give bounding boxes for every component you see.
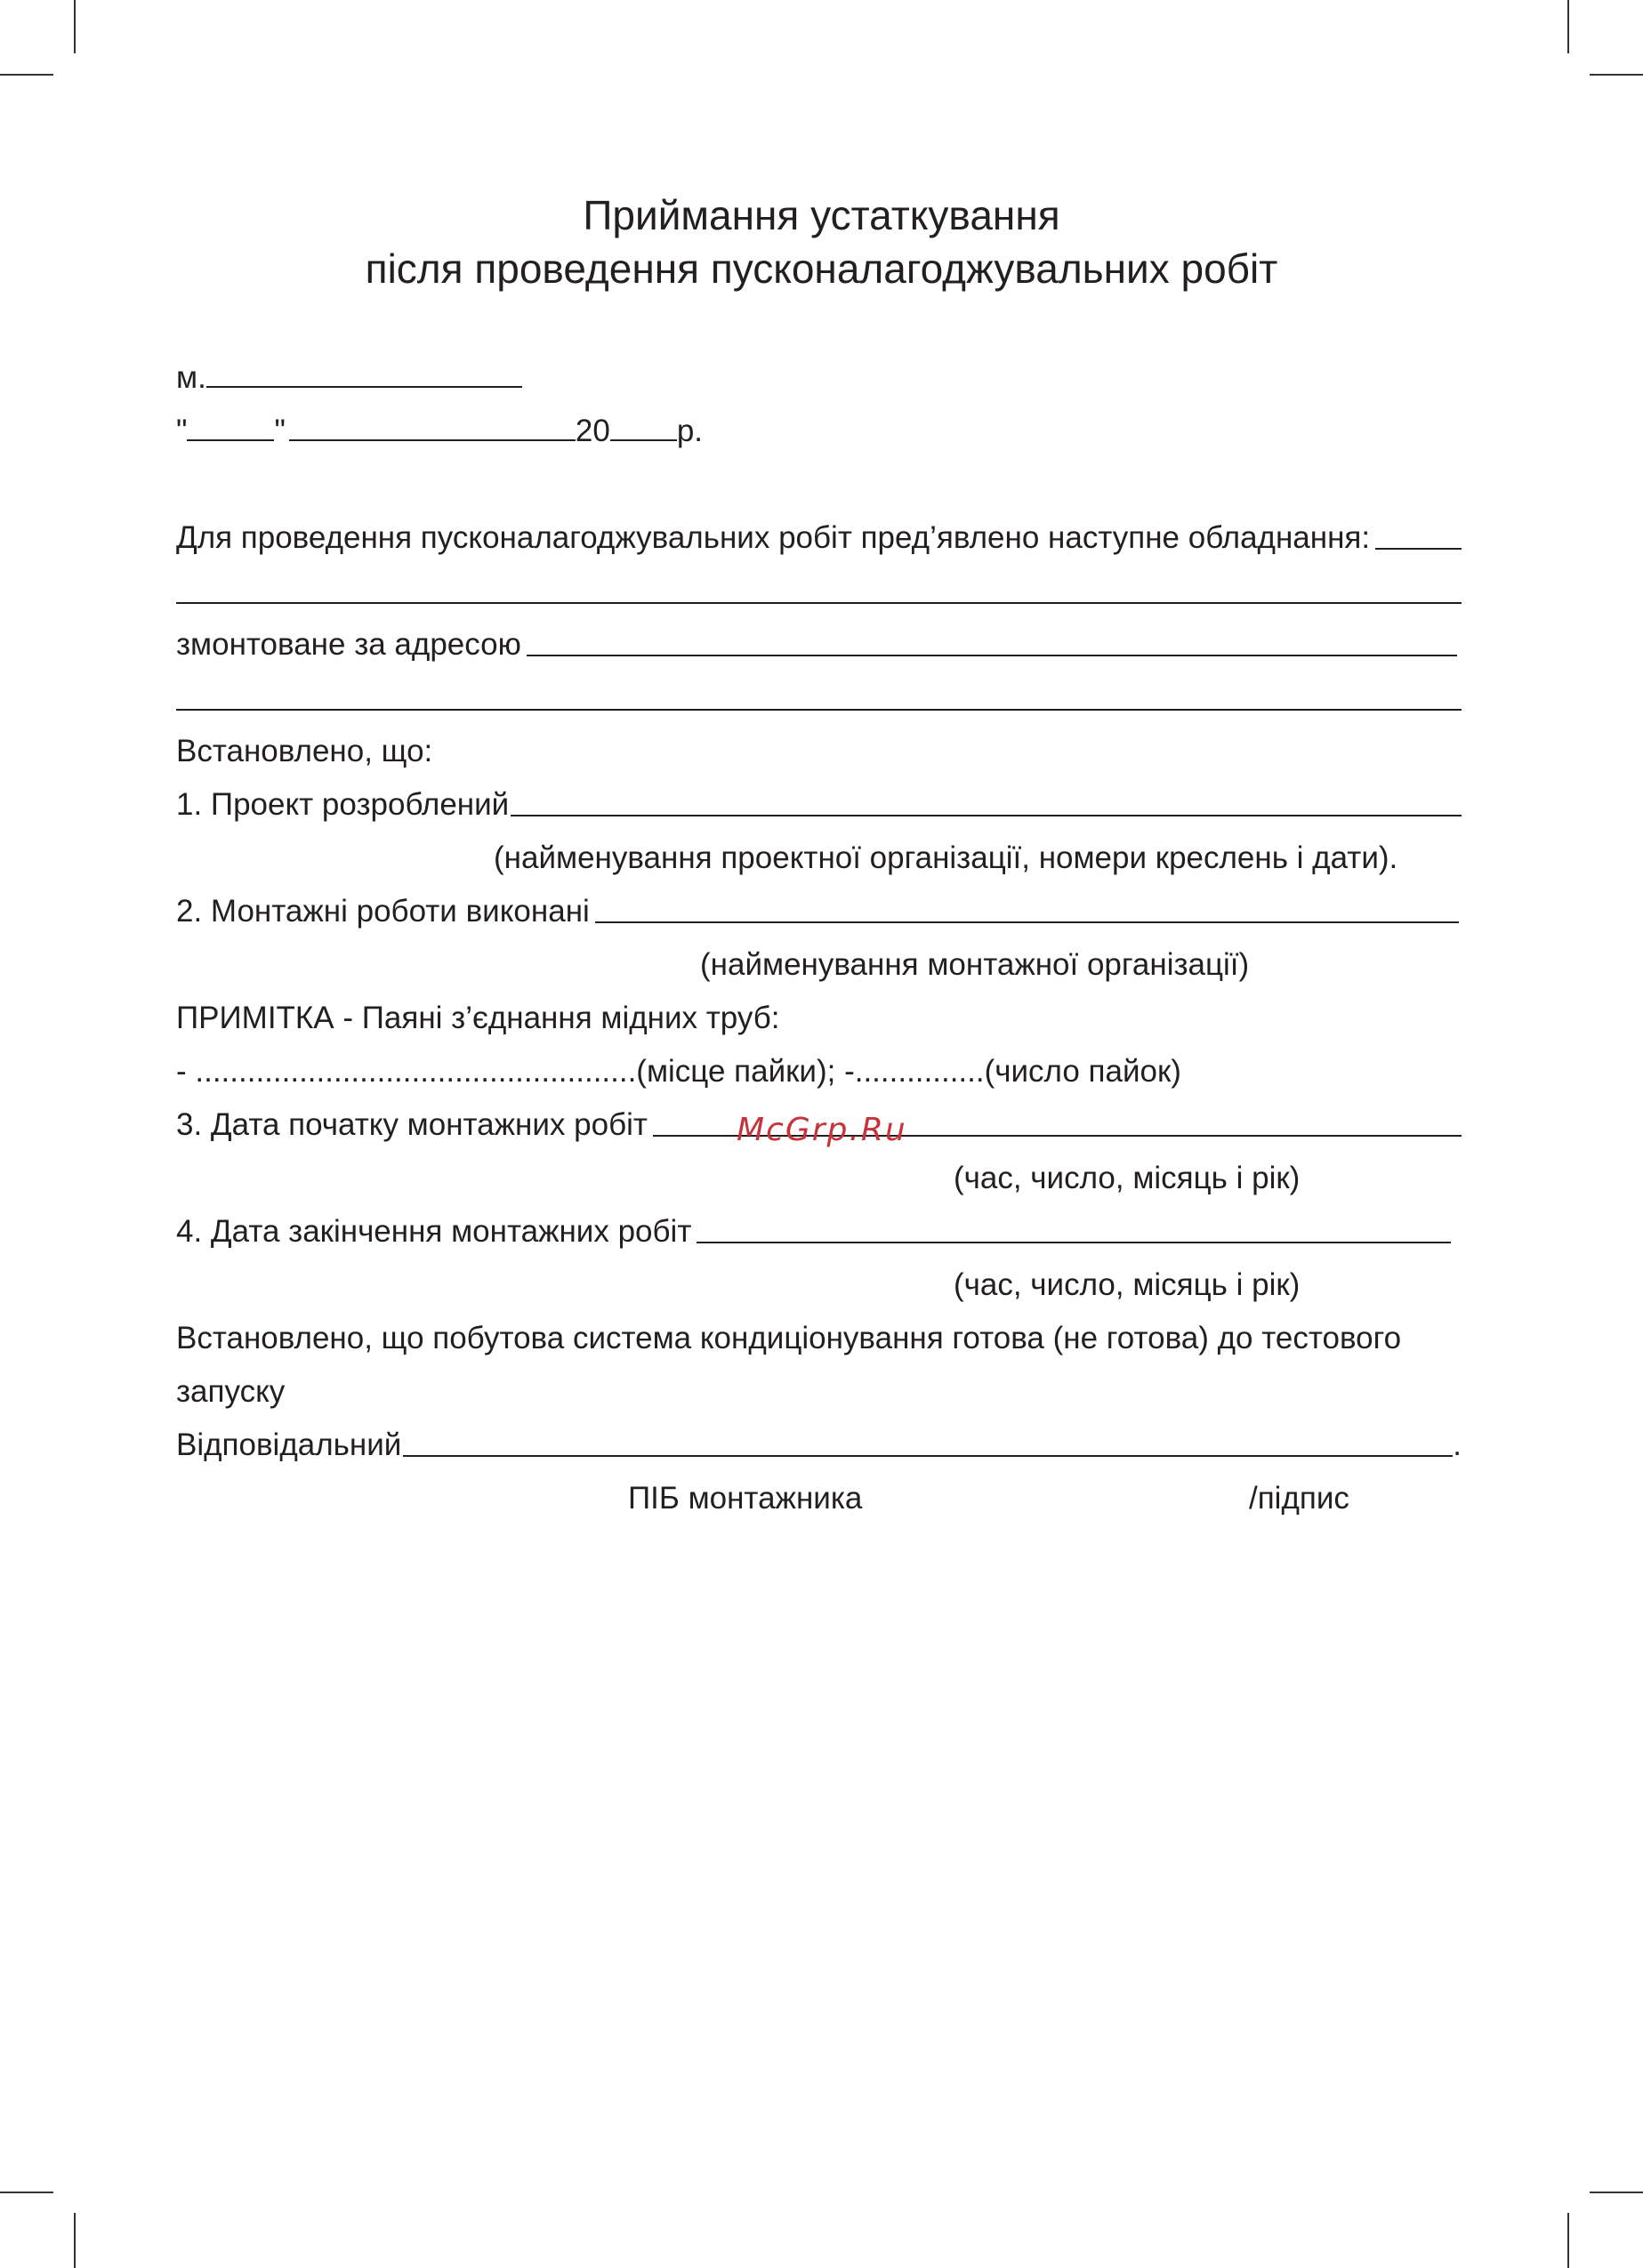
item-2-field[interactable]	[595, 921, 1459, 923]
conclusion-line-1: Встановлено, що побутова система кондиціонування готова (не готова) до тестового	[176, 1321, 1402, 1355]
date-close-quote: "	[274, 414, 286, 448]
equipment-label: Для проведення пусконалагоджувальних робіт пред’явлено наступне обладнання:	[176, 520, 1371, 555]
city-line	[176, 358, 522, 398]
date-day-field[interactable]	[187, 439, 274, 441]
item-4-caption: (час, число, місяць і рік)	[954, 1267, 1301, 1302]
address-label: змонтоване за адресою	[176, 627, 521, 662]
year-prefix: 20	[575, 414, 610, 448]
date-line	[176, 412, 703, 451]
watermark: McGrp.Ru	[737, 1112, 907, 1148]
fio-caption: ПІБ монтажника	[628, 1481, 863, 1516]
item-1-label: 1. Проект розроблений	[176, 787, 510, 822]
responsible-field[interactable]	[403, 1455, 1453, 1457]
item-4-label: 4. Дата закінчення монтажних робіт	[176, 1214, 692, 1249]
crop-mark-bottom-right-v	[1567, 2213, 1569, 2268]
address-field[interactable]	[527, 655, 1457, 656]
date-open-quote: "	[176, 414, 188, 448]
date-year-field[interactable]	[610, 439, 677, 441]
document-title-line-1: Приймання устаткування	[583, 192, 1060, 238]
item-1-line	[176, 785, 1462, 824]
item-1-field[interactable]	[511, 815, 1462, 816]
equipment-field[interactable]	[1375, 548, 1462, 550]
city-field[interactable]	[206, 386, 522, 388]
item-3-label: 3. Дата початку монтажних робіт	[176, 1107, 648, 1142]
crop-mark-top-right-h	[1590, 74, 1643, 76]
equipment-field-continued[interactable]	[176, 602, 1462, 604]
date-month-field[interactable]	[289, 439, 576, 441]
item-2-caption: (найменування монтажної організації)	[700, 947, 1250, 982]
item-1-caption: (найменування проектної організації, номери креслень і дати).	[494, 840, 1398, 875]
note-soldering-line: - ...................................................(місце пайки); -...............(число пайок)	[176, 1054, 1181, 1089]
established-heading: Встановлено, що:	[176, 734, 433, 768]
document-title-line-2: після проведення пусконалагоджувальних робіт	[365, 245, 1278, 292]
address-field-continued[interactable]	[176, 709, 1462, 711]
crop-mark-top-right-v	[1567, 0, 1569, 53]
crop-mark-bottom-left-v	[74, 2213, 76, 2268]
crop-mark-top-left-h	[0, 74, 53, 76]
responsible-label: Відповідальний	[176, 1428, 402, 1462]
item-3-caption: (час, число, місяць і рік)	[954, 1161, 1301, 1195]
city-label: м.	[176, 360, 206, 395]
item-4-field[interactable]	[697, 1242, 1451, 1243]
address-line	[176, 625, 1457, 664]
responsible-line	[176, 1426, 1462, 1465]
item-2-line	[176, 892, 1459, 931]
item-4-line	[176, 1212, 1451, 1251]
note-heading: ПРИМІТКА - Паяні з’єднання мідних труб:	[176, 1001, 780, 1035]
responsible-end: .	[1453, 1428, 1462, 1462]
item-2-label: 2. Монтажні роботи виконані	[176, 894, 590, 929]
conclusion-line-2: запуску	[176, 1374, 286, 1409]
crop-mark-bottom-right-h	[1590, 2192, 1643, 2193]
crop-mark-top-left-v	[74, 0, 76, 53]
year-suffix: р.	[676, 414, 704, 448]
crop-mark-bottom-left-h	[0, 2192, 53, 2193]
signature-caption: /підпис	[1249, 1481, 1349, 1516]
equipment-line	[176, 519, 1462, 558]
